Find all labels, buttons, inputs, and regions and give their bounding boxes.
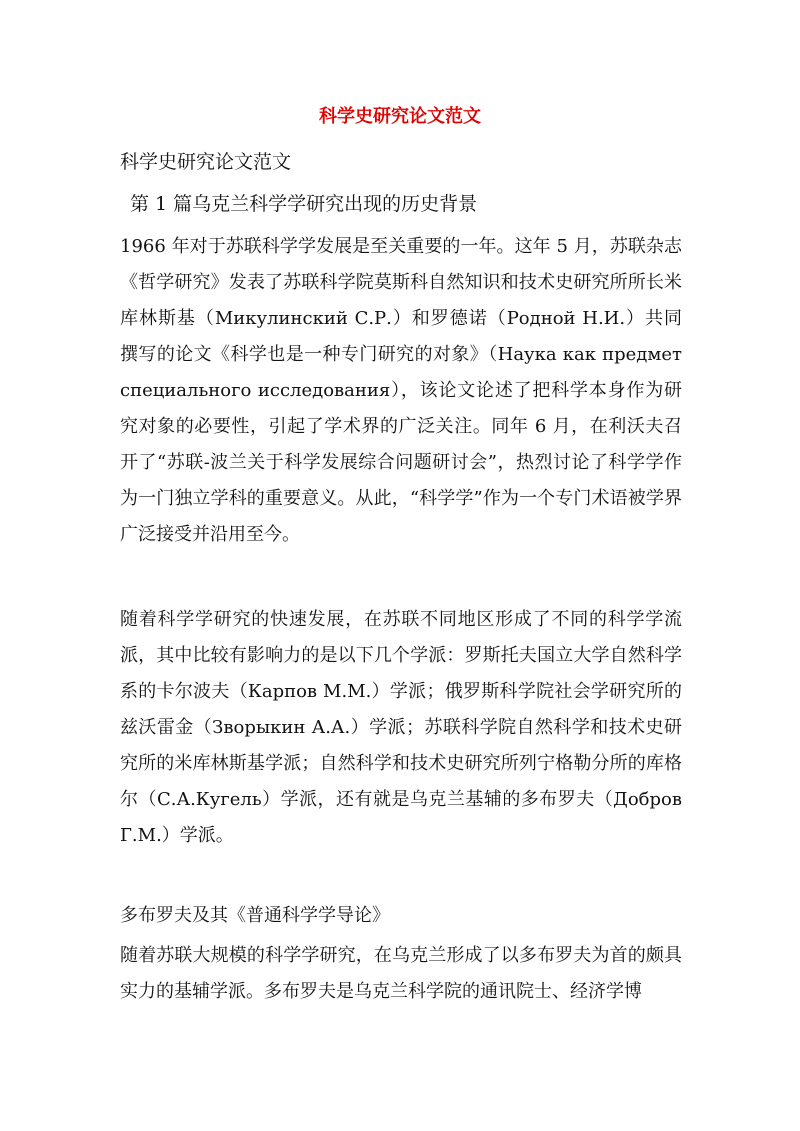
paragraph-2: 随着科学学研究的快速发展，在苏联不同地区形成了不同的科学学流派，其中比较有影响力的是以下几个学派：罗斯托夫国立大学自然科学系的卡尔波夫（Карпов М.М.）学派；俄罗斯科学院社会学研究所的兹沃雷金（Зворыкин А.А.）学派；苏联科学院自然科学和技术史研究所的米库林斯基学派；自然科学和技术史研究所列宁格勒分所的库格尔（С.А.Кугель）学派，还有就是乌克兰基辅的多布罗夫（Добров Г.М.）学派。: [120, 609, 682, 846]
paragraph-1: 1966 年对于苏联科学学发展是至关重要的一年。这年 5 月，苏联杂志《哲学研究》发表了苏联科学院莫斯科自然知识和技术史研究所所长米库林斯基（Микулинский С.Р.）和罗德诺（Родной Н.И.）共同撰写的论文《科学也是一种专门研究的对象》（Наука как предмет специального исследования），该论文论述了把科学本身作为研究对象的必要性，引起了学术界的广泛关注。同年 6 月，在利沃夫召开了“苏联-波兰关于科学发展综合问题研讨会”，热烈讨论了科学学作为一门独立学科的重要意义。从此，“科学学”作为一个专门术语被学界广泛接受并沿用至今。: [120, 236, 682, 545]
chapter-heading: 第 1 篇乌克兰科学学研究出现的历史背景: [130, 193, 478, 215]
document-subtitle: 科学史研究论文范文: [120, 151, 292, 173]
paragraph-3: 随着苏联大规模的科学学研究，在乌克兰形成了以多布罗夫为首的颇具实力的基辅学派。多布罗夫是乌克兰科学院的通讯院士、经济学博: [120, 945, 682, 1002]
section-heading: 多布罗夫及其《普通科学学导论》: [120, 905, 390, 926]
document-title: 科学史研究论文范文: [319, 106, 481, 127]
